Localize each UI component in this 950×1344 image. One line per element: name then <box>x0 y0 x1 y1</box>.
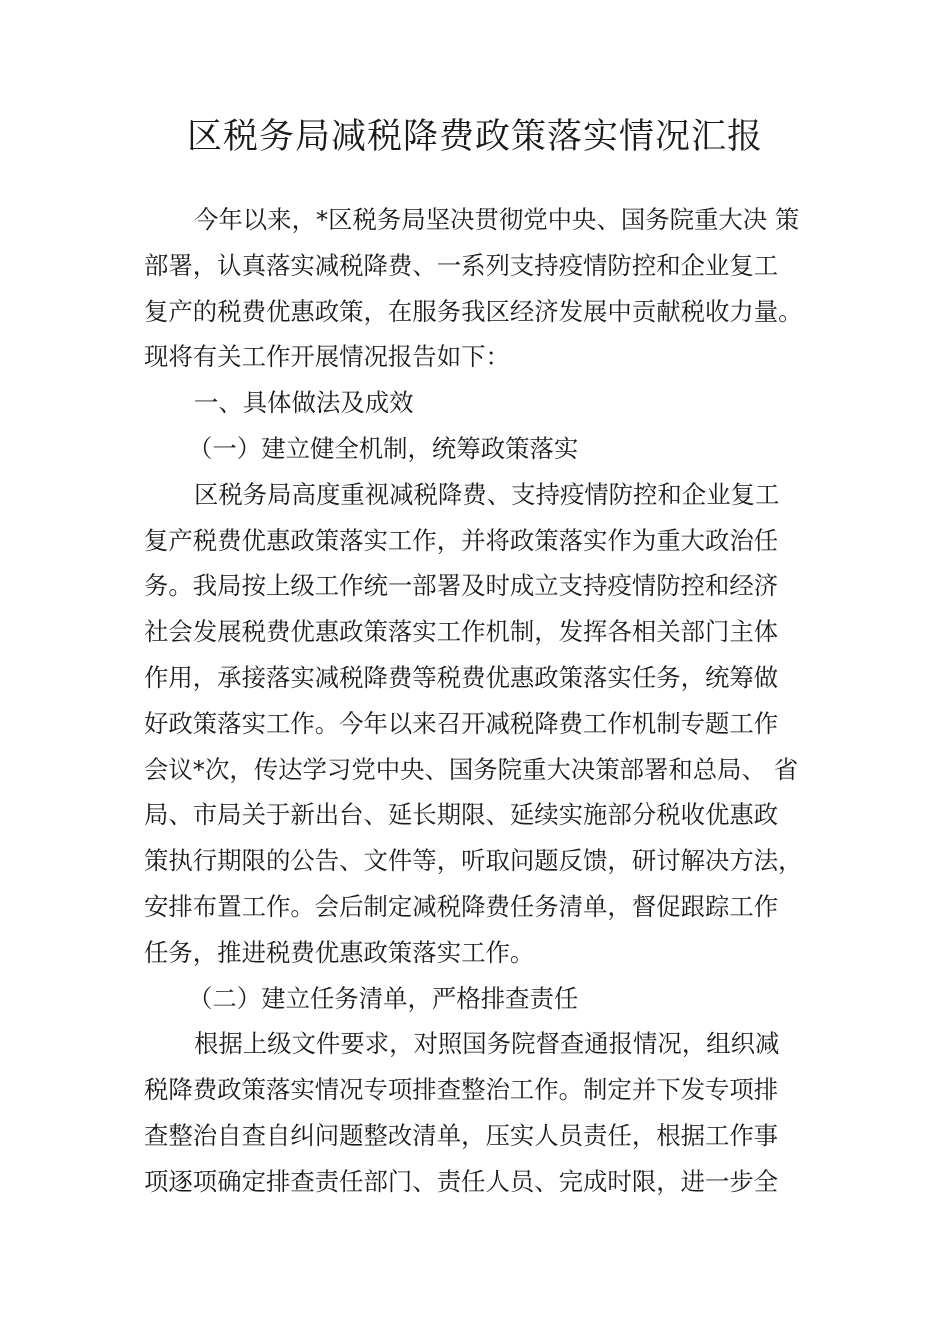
section-heading: 一、具体做法及成效 <box>194 388 414 418</box>
document-title: 区税务局减税降费政策落实情况汇报 <box>186 117 763 157</box>
subsection-heading: （二）建立任务清单，严格排查责任 <box>188 983 579 1013</box>
paragraph-line: 今年以来，*区税务局坚决贯彻党中央、国务院重大决 策 <box>194 205 800 234</box>
paragraph-line: 复产的税费优惠政策，在服务我区经济发展中贡献税收力量。 <box>144 296 803 326</box>
paragraph-line: 项逐项确定排查责任部门、责任人员、完成时限，进一步全 <box>144 1166 779 1196</box>
paragraph-line: 安排布置工作。会后制定减税降费任务清单，督促跟踪工作 <box>144 891 779 921</box>
paragraph-line: 税降费政策落实情况专项排查整治工作。制定并下发专项排 <box>144 1075 779 1105</box>
subsection-heading: （一）建立健全机制，统筹政策落实 <box>188 433 579 463</box>
paragraph-line: 根据上级文件要求，对照国务院督查通报情况，组织减 <box>194 1029 780 1059</box>
paragraph-line: 局、市局关于新出台、延长期限、延续实施部分税收优惠政 <box>144 800 779 830</box>
paragraph-line: 现将有关工作开展情况报告如下： <box>144 342 510 372</box>
paragraph-line: 务。我局按上级工作统一部署及时成立支持疫情防控和经济 <box>144 571 779 601</box>
paragraph-line: 区税务局高度重视减税降费、支持疫情防控和企业复工 <box>194 479 780 509</box>
paragraph-line: 作用，承接落实减税降费等税费优惠政策落实任务，统筹做 <box>144 662 779 692</box>
paragraph-line: 部署，认真落实减税降费、一系列支持疫情防控和企业复工 <box>144 250 779 280</box>
paragraph-line: 会议*次，传达学习党中央、国务院重大决策部署和总局、 省 <box>144 754 799 784</box>
document-body <box>144 197 816 1205</box>
paragraph-line: 策执行期限的公告、文件等，听取问题反馈，研讨解决方法， <box>144 846 803 876</box>
paragraph-line: 社会发展税费优惠政策落实工作机制，发挥各相关部门主体 <box>144 617 779 647</box>
paragraph-line: 复产税费优惠政策落实工作，并将政策落实作为重大政治任 <box>144 525 779 555</box>
paragraph-line: 查整治自查自纠问题整改清单，压实人员责任，根据工作事 <box>144 1120 779 1150</box>
paragraph-line: 任务，推进税费优惠政策落实工作。 <box>144 937 535 967</box>
paragraph-line: 好政策落实工作。今年以来召开减税降费工作机制专题工作 <box>144 708 779 738</box>
